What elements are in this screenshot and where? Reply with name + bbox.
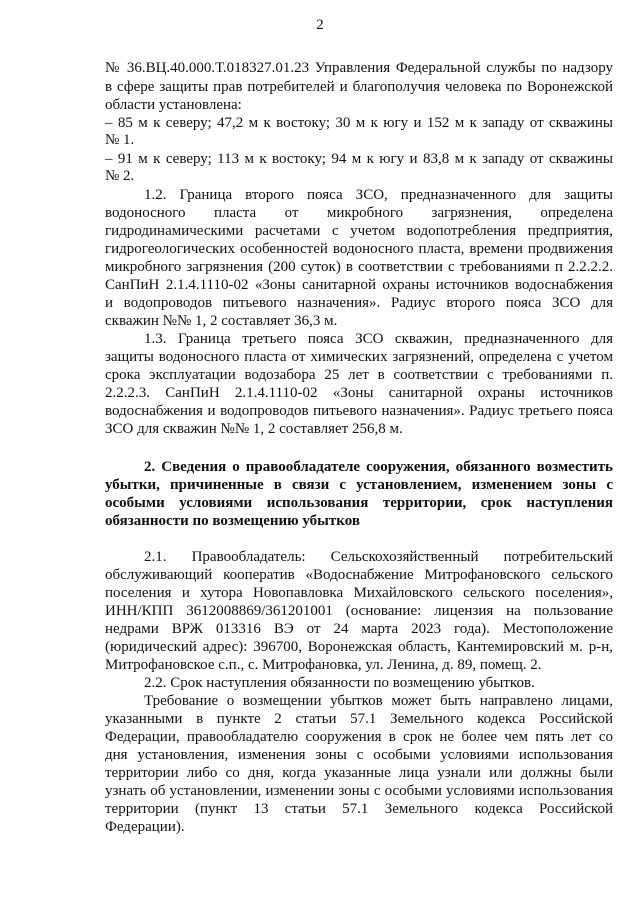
section-heading-line: особыми условиями использования территории, срок наступления (105, 495, 613, 511)
text-line: поселения и хутора Новопавловка Михайловского сельского поселения», (105, 585, 613, 601)
text-line: недрами ВРЖ 013316 ВЭ от 24 марта 2023 года). Местоположение (105, 621, 613, 637)
text-line: водоснабжения и водопроводов питьевого назначения». Радиус третьего пояса (105, 403, 613, 419)
text-line: 1.2. Граница второго пояса ЗСО, предназначенного для защиты (144, 187, 613, 203)
text-line: гидрогеологических особенностей водоносного пласта, времени продвижения (105, 241, 613, 257)
text-line: № 2. (105, 168, 135, 184)
text-line: Требование о возмещении убытков может быть направлено лицами, (144, 693, 613, 709)
text-line: Федерации). (105, 819, 185, 835)
text-line: Митрофановское с.п., с. Митрофановка, ул. Ленина, д. 89, помещ. 2. (105, 657, 542, 673)
text-line: территории либо со дня, когда указанные лица узнали или должны были (105, 765, 613, 781)
section-heading-line: убытки, причиненные в связи с установлением, изменением зоны с (105, 477, 613, 493)
text-line: 2.2. Срок наступления обязанности по возмещению убытков. (144, 675, 535, 691)
text-line: 2.1. Правообладатель: Сельскохозяйственный потребительский (144, 549, 613, 565)
text-line: и водопроводов питьевого назначения». Радиус второго пояса ЗСО для (105, 295, 613, 311)
text-line: СанПиН 2.1.4.1110-02 «Зоны санитарной охраны источников водоснабжения (105, 277, 613, 293)
section-heading-line: 2. Сведения о правообладателе сооружения, обязанного возместить (144, 459, 613, 475)
text-line: узнать об установлении, изменении зоны с особыми условиями использования (105, 783, 613, 799)
text-line: водоносного пласта от микробного загрязнения, определена (105, 205, 613, 221)
text-line: гидродинамическими расчетами с учетом водопотребления предприятия, (105, 223, 613, 239)
text-line: ЗСО для скважин №№ 1, 2 составляет 256,8 м. (105, 421, 403, 437)
text-line: срока эксплуатации водозабора 25 лет в соответствии с требованиями п. (105, 367, 613, 383)
text-line: скважин №№ 1, 2 составляет 36,3 м. (105, 313, 338, 329)
text-line: – 91 м к северу; 113 м к востоку; 94 м к югу и 83,8 м к западу от скважины (105, 151, 613, 167)
text-line: территории (пункт 13 статьи 57.1 Земельного кодекса Российской (105, 801, 613, 817)
text-line: обслуживающий кооператив «Водоснабжение Митрофановского сельского (105, 567, 613, 583)
text-line: микробного загрязнения (200 суток) в соответствии с требованиями п 2.2.2.2. (105, 259, 613, 275)
text-line: защиты водоносного пласта от химических загрязнений, определена с учетом (105, 349, 613, 365)
text-line: в сфере защиты прав потребителей и благополучия человека по Воронежской (105, 79, 613, 95)
text-line: (юридический адрес): 396700, Воронежская область, Кантемировский м. р-н, (105, 639, 613, 655)
text-line: 2.2.2.3. СанПиН 2.1.4.1110-02 «Зоны санитарной охраны источников (105, 385, 613, 401)
page-number: 2 (316, 17, 324, 33)
text-line: № 36.ВЦ.40.000.Т.018327.01.23 Управления Федеральной службы по надзору (105, 60, 613, 76)
text-line: дня установления, изменения зоны с особыми условиями использования (105, 747, 613, 763)
text-line: 1.3. Граница третьего пояса ЗСО скважин, предназначенного для (144, 331, 613, 347)
text-line: ИНН/КПП 3612008869/361201001 (основание: лицензия на пользование (105, 603, 613, 619)
section-heading-line: обязанности по возмещению убытков (105, 513, 360, 529)
text-line: Федерации, правообладателю сооружения в срок не более чем пять лет со (105, 729, 613, 745)
text-line: – 85 м к северу; 47,2 м к востоку; 30 м к югу и 152 м к западу от скважины (105, 115, 613, 131)
text-line: указанными в пункте 2 статьи 57.1 Земельного кодекса Российской (105, 711, 613, 727)
text-line: области установлена: (105, 97, 242, 113)
text-line: № 1. (105, 132, 135, 148)
